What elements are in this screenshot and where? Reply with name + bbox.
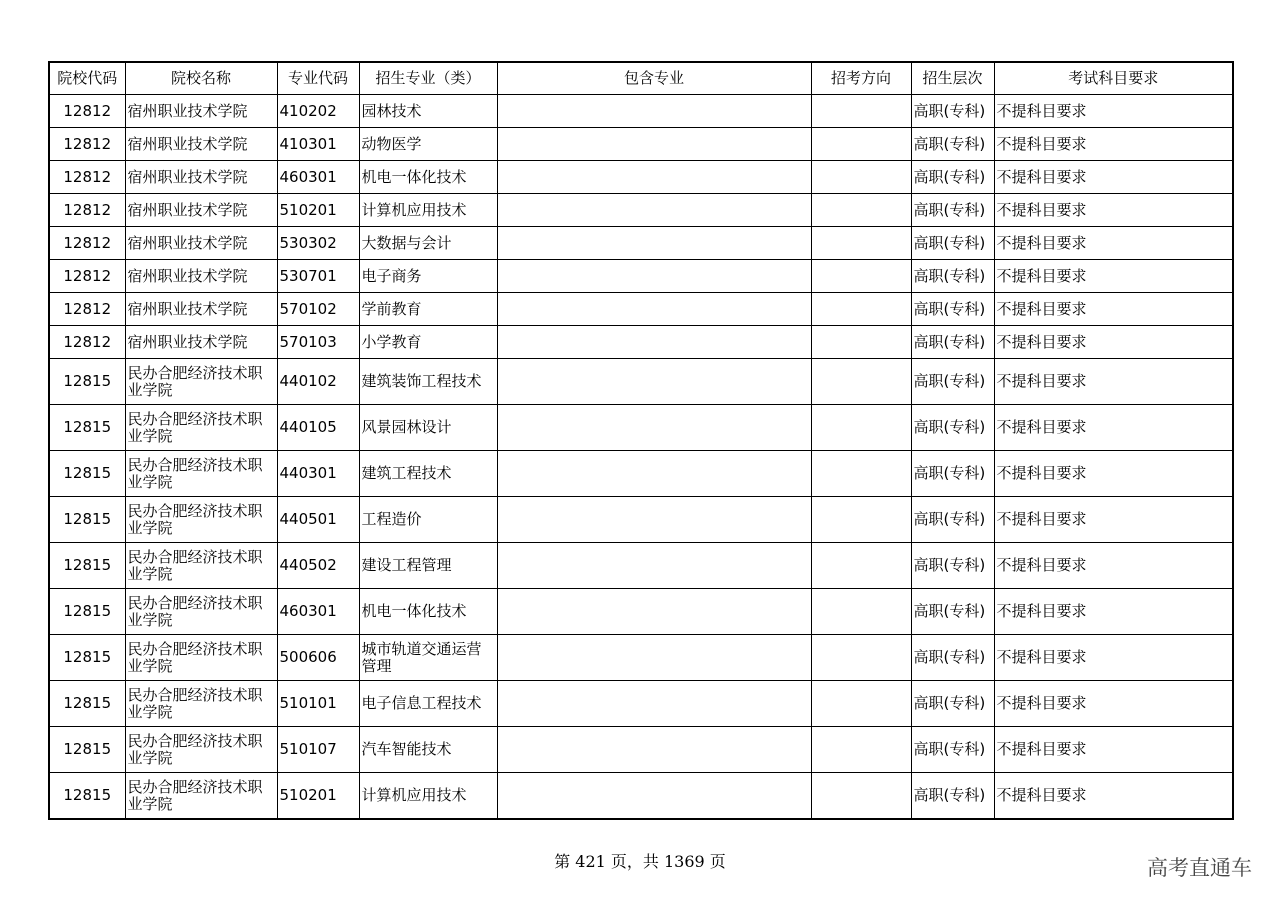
cell-major-code: 510201 bbox=[277, 194, 359, 227]
cell-direction bbox=[811, 227, 911, 260]
cell-included-majors bbox=[497, 589, 811, 635]
table-row bbox=[49, 260, 1233, 293]
cell-major-code: 500606 bbox=[277, 635, 359, 681]
cell-school-name: 民办合肥经济技术职业学院 bbox=[125, 497, 277, 543]
page-number: 第 421 页，共 1369 页 bbox=[554, 852, 726, 871]
cell-included-majors bbox=[497, 681, 811, 727]
cell-school-code: 12815 bbox=[49, 589, 125, 635]
cell-included-majors bbox=[497, 543, 811, 589]
cell-level: 高职(专科) bbox=[911, 589, 994, 635]
header-row bbox=[49, 62, 1233, 95]
cell-school-name: 民办合肥经济技术职业学院 bbox=[125, 359, 277, 405]
cell-included-majors bbox=[497, 293, 811, 326]
cell-level: 高职(专科) bbox=[911, 727, 994, 773]
watermark-text: 高考直通车 bbox=[1147, 856, 1252, 880]
cell-major-code: 410202 bbox=[277, 95, 359, 128]
cell-subject-requirement: 不提科目要求 bbox=[994, 194, 1233, 227]
table-row bbox=[49, 589, 1233, 635]
cell-major-code: 410301 bbox=[277, 128, 359, 161]
cell-level: 高职(专科) bbox=[911, 161, 994, 194]
cell-major-code: 530302 bbox=[277, 227, 359, 260]
cell-school-name: 民办合肥经济技术职业学院 bbox=[125, 681, 277, 727]
cell-major-name: 计算机应用技术 bbox=[359, 773, 497, 820]
cell-direction bbox=[811, 543, 911, 589]
cell-level: 高职(专科) bbox=[911, 773, 994, 820]
cell-major-name: 动物医学 bbox=[359, 128, 497, 161]
table-row bbox=[49, 227, 1233, 260]
cell-major-code: 510101 bbox=[277, 681, 359, 727]
table-row bbox=[49, 773, 1233, 820]
cell-school-name: 民办合肥经济技术职业学院 bbox=[125, 727, 277, 773]
cell-major-code: 570102 bbox=[277, 293, 359, 326]
cell-included-majors bbox=[497, 161, 811, 194]
table-body bbox=[49, 95, 1233, 820]
cell-school-code: 12812 bbox=[49, 128, 125, 161]
table-row bbox=[49, 128, 1233, 161]
cell-school-code: 12812 bbox=[49, 227, 125, 260]
header-direction: 招考方向 bbox=[811, 62, 911, 95]
cell-major-code: 530701 bbox=[277, 260, 359, 293]
cell-level: 高职(专科) bbox=[911, 95, 994, 128]
cell-direction bbox=[811, 451, 911, 497]
cell-level: 高职(专科) bbox=[911, 326, 994, 359]
cell-included-majors bbox=[497, 260, 811, 293]
cell-included-majors bbox=[497, 773, 811, 820]
cell-school-code: 12815 bbox=[49, 451, 125, 497]
cell-school-name: 宿州职业技术学院 bbox=[125, 326, 277, 359]
cell-direction bbox=[811, 405, 911, 451]
cell-major-name: 机电一体化技术 bbox=[359, 161, 497, 194]
cell-major-code: 440102 bbox=[277, 359, 359, 405]
cell-school-name: 民办合肥经济技术职业学院 bbox=[125, 543, 277, 589]
cell-major-code: 440502 bbox=[277, 543, 359, 589]
cell-major-code: 460301 bbox=[277, 589, 359, 635]
cell-level: 高职(专科) bbox=[911, 260, 994, 293]
cell-level: 高职(专科) bbox=[911, 497, 994, 543]
cell-major-code: 440105 bbox=[277, 405, 359, 451]
cell-subject-requirement: 不提科目要求 bbox=[994, 326, 1233, 359]
cell-school-name: 宿州职业技术学院 bbox=[125, 293, 277, 326]
cell-level: 高职(专科) bbox=[911, 543, 994, 589]
cell-included-majors bbox=[497, 326, 811, 359]
cell-school-code: 12815 bbox=[49, 543, 125, 589]
cell-school-code: 12815 bbox=[49, 405, 125, 451]
cell-direction bbox=[811, 773, 911, 820]
cell-level: 高职(专科) bbox=[911, 451, 994, 497]
cell-subject-requirement: 不提科目要求 bbox=[994, 359, 1233, 405]
table-row bbox=[49, 405, 1233, 451]
cell-level: 高职(专科) bbox=[911, 227, 994, 260]
cell-included-majors bbox=[497, 451, 811, 497]
cell-school-name: 宿州职业技术学院 bbox=[125, 161, 277, 194]
table-row bbox=[49, 497, 1233, 543]
cell-direction bbox=[811, 326, 911, 359]
cell-school-code: 12812 bbox=[49, 293, 125, 326]
table-row bbox=[49, 727, 1233, 773]
cell-major-code: 510201 bbox=[277, 773, 359, 820]
header-school-name: 院校名称 bbox=[125, 62, 277, 95]
cell-major-code: 570103 bbox=[277, 326, 359, 359]
cell-major-name: 园林技术 bbox=[359, 95, 497, 128]
cell-major-name: 工程造价 bbox=[359, 497, 497, 543]
cell-included-majors bbox=[497, 128, 811, 161]
cell-level: 高职(专科) bbox=[911, 635, 994, 681]
table-row bbox=[49, 451, 1233, 497]
table-row bbox=[49, 635, 1233, 681]
cell-school-name: 宿州职业技术学院 bbox=[125, 128, 277, 161]
cell-major-name: 建筑装饰工程技术 bbox=[359, 359, 497, 405]
cell-school-code: 12815 bbox=[49, 635, 125, 681]
cell-school-name: 宿州职业技术学院 bbox=[125, 194, 277, 227]
cell-school-code: 12812 bbox=[49, 260, 125, 293]
cell-included-majors bbox=[497, 497, 811, 543]
cell-school-code: 12815 bbox=[49, 681, 125, 727]
table-row bbox=[49, 359, 1233, 405]
cell-subject-requirement: 不提科目要求 bbox=[994, 161, 1233, 194]
cell-level: 高职(专科) bbox=[911, 359, 994, 405]
table-row bbox=[49, 543, 1233, 589]
header-major-name: 招生专业（类） bbox=[359, 62, 497, 95]
cell-major-name: 计算机应用技术 bbox=[359, 194, 497, 227]
cell-subject-requirement: 不提科目要求 bbox=[994, 727, 1233, 773]
cell-level: 高职(专科) bbox=[911, 681, 994, 727]
cell-included-majors bbox=[497, 405, 811, 451]
header-included-majors: 包含专业 bbox=[497, 62, 811, 95]
cell-school-code: 12815 bbox=[49, 497, 125, 543]
cell-subject-requirement: 不提科目要求 bbox=[994, 681, 1233, 727]
cell-major-name: 建设工程管理 bbox=[359, 543, 497, 589]
cell-subject-requirement: 不提科目要求 bbox=[994, 293, 1233, 326]
cell-major-name: 风景园林设计 bbox=[359, 405, 497, 451]
cell-school-code: 12812 bbox=[49, 161, 125, 194]
cell-major-name: 小学教育 bbox=[359, 326, 497, 359]
cell-major-name: 城市轨道交通运营管理 bbox=[359, 635, 497, 681]
cell-major-code: 460301 bbox=[277, 161, 359, 194]
cell-subject-requirement: 不提科目要求 bbox=[994, 451, 1233, 497]
cell-major-code: 510107 bbox=[277, 727, 359, 773]
cell-direction bbox=[811, 161, 911, 194]
cell-major-code: 440301 bbox=[277, 451, 359, 497]
cell-major-name: 机电一体化技术 bbox=[359, 589, 497, 635]
cell-school-code: 12812 bbox=[49, 194, 125, 227]
cell-direction bbox=[811, 589, 911, 635]
header-level: 招生层次 bbox=[911, 62, 994, 95]
cell-major-name: 电子信息工程技术 bbox=[359, 681, 497, 727]
table-row bbox=[49, 95, 1233, 128]
cell-major-code: 440501 bbox=[277, 497, 359, 543]
cell-school-name: 宿州职业技术学院 bbox=[125, 95, 277, 128]
cell-school-name: 民办合肥经济技术职业学院 bbox=[125, 405, 277, 451]
cell-included-majors bbox=[497, 359, 811, 405]
cell-subject-requirement: 不提科目要求 bbox=[994, 543, 1233, 589]
cell-subject-requirement: 不提科目要求 bbox=[994, 635, 1233, 681]
cell-school-name: 民办合肥经济技术职业学院 bbox=[125, 635, 277, 681]
header-subject-requirement: 考试科目要求 bbox=[994, 62, 1233, 95]
cell-school-code: 12815 bbox=[49, 727, 125, 773]
table-row bbox=[49, 681, 1233, 727]
cell-subject-requirement: 不提科目要求 bbox=[994, 128, 1233, 161]
table-row bbox=[49, 194, 1233, 227]
cell-included-majors bbox=[497, 227, 811, 260]
cell-subject-requirement: 不提科目要求 bbox=[994, 227, 1233, 260]
cell-major-name: 汽车智能技术 bbox=[359, 727, 497, 773]
cell-direction bbox=[811, 95, 911, 128]
cell-subject-requirement: 不提科目要求 bbox=[994, 497, 1233, 543]
cell-major-name: 大数据与会计 bbox=[359, 227, 497, 260]
cell-subject-requirement: 不提科目要求 bbox=[994, 405, 1233, 451]
cell-subject-requirement: 不提科目要求 bbox=[994, 95, 1233, 128]
cell-subject-requirement: 不提科目要求 bbox=[994, 589, 1233, 635]
cell-school-name: 宿州职业技术学院 bbox=[125, 227, 277, 260]
cell-direction bbox=[811, 293, 911, 326]
cell-direction bbox=[811, 260, 911, 293]
cell-major-name: 电子商务 bbox=[359, 260, 497, 293]
cell-school-code: 12812 bbox=[49, 95, 125, 128]
cell-direction bbox=[811, 359, 911, 405]
cell-direction bbox=[811, 681, 911, 727]
cell-level: 高职(专科) bbox=[911, 128, 994, 161]
cell-included-majors bbox=[497, 194, 811, 227]
cell-school-code: 12815 bbox=[49, 773, 125, 820]
cell-major-name: 建筑工程技术 bbox=[359, 451, 497, 497]
cell-level: 高职(专科) bbox=[911, 405, 994, 451]
cell-school-name: 民办合肥经济技术职业学院 bbox=[125, 451, 277, 497]
cell-major-name: 学前教育 bbox=[359, 293, 497, 326]
cell-direction bbox=[811, 727, 911, 773]
header-school-code: 院校代码 bbox=[49, 62, 125, 95]
cell-school-code: 12815 bbox=[49, 359, 125, 405]
cell-direction bbox=[811, 635, 911, 681]
cell-level: 高职(专科) bbox=[911, 293, 994, 326]
enrollment-table bbox=[48, 61, 1234, 820]
cell-included-majors bbox=[497, 635, 811, 681]
cell-direction bbox=[811, 497, 911, 543]
table-row bbox=[49, 161, 1233, 194]
table-row bbox=[49, 326, 1233, 359]
cell-direction bbox=[811, 194, 911, 227]
cell-school-code: 12812 bbox=[49, 326, 125, 359]
cell-subject-requirement: 不提科目要求 bbox=[994, 260, 1233, 293]
cell-direction bbox=[811, 128, 911, 161]
cell-school-name: 民办合肥经济技术职业学院 bbox=[125, 589, 277, 635]
cell-subject-requirement: 不提科目要求 bbox=[994, 773, 1233, 820]
cell-level: 高职(专科) bbox=[911, 194, 994, 227]
cell-included-majors bbox=[497, 727, 811, 773]
cell-school-name: 民办合肥经济技术职业学院 bbox=[125, 773, 277, 820]
cell-included-majors bbox=[497, 95, 811, 128]
cell-school-name: 宿州职业技术学院 bbox=[125, 260, 277, 293]
table-row bbox=[49, 293, 1233, 326]
header-major-code: 专业代码 bbox=[277, 62, 359, 95]
